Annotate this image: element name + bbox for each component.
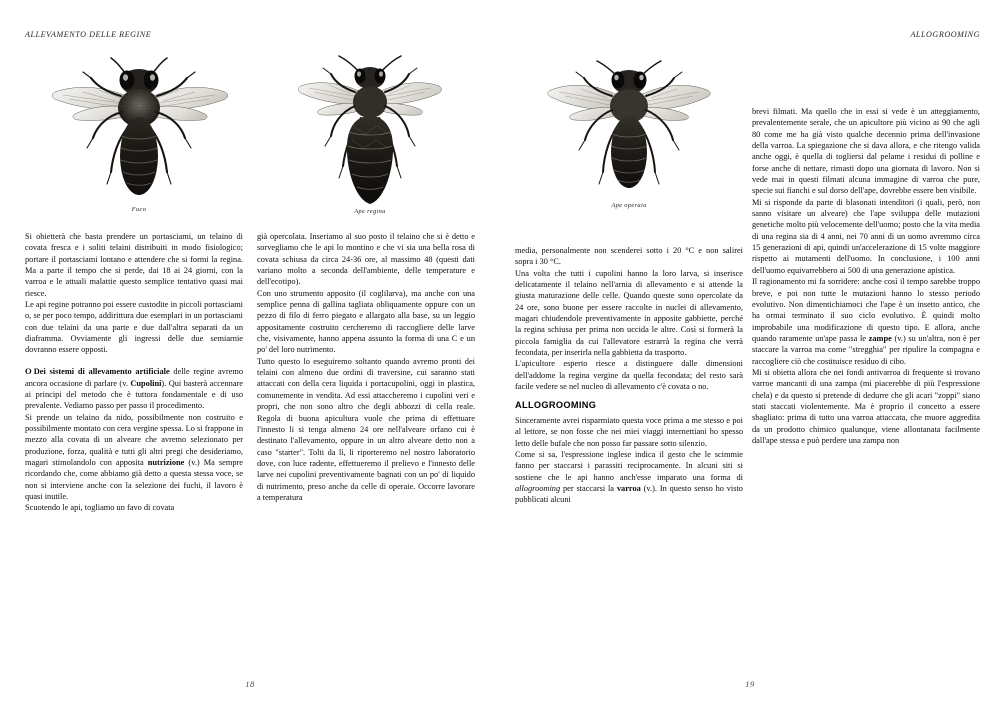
text-run: ). Qui basterà accennare ai principi del metodo che è tuttora fondamentale e di uso prevalente. Vediamo passo per passo il procedimento. bbox=[25, 378, 244, 411]
column-right-1-wrap bbox=[515, 245, 743, 506]
paragraph: L'apicultore esperto riesce a distinguere dalle dimensioni dell'addome la regina vergine da quella fecondata; del resto sarà facile vedere se nel nucleo di allevamento c'è covata o no. bbox=[515, 359, 743, 392]
paragraph: Tutto questo lo eseguiremo soltanto quando avremo pronti dei telaini con almeno due ordini di traversine, cui saranno stati attaccati con della cera liquida i portacupolini, oggi in plastica, comunemente in vendita. Ad essi attaccheremo i cupolini veri e propri, che non sono altro che degli abbozzi di cella reale. Regola di buona apicultura vuole che prima di effettuare l'innesto li si tenga almeno 24 ore nell'alveare orfano cui è destinato l'allevamento, oppure in un altro alveare detto non a caso "starter". Tolti da lì, li riporteremo nel nostro laboratorio dove, con luce radente, effettueremo il prelievo e l'innesto delle larve nei cupolini preventivamente bagnati con un po' di liquido di nutrimento, preso anche da celle di operaie. Occorre lavorare a temperatura bbox=[257, 356, 475, 502]
paragraph bbox=[25, 412, 243, 503]
paragraph: Scuotendo le api, togliamo un favo di covata bbox=[25, 503, 175, 513]
figure-drone bbox=[25, 56, 253, 213]
paragraph: già opercolata. Inseriamo al suo posto il telaino che si è detto e sorvegliamo che le api lo montino e che vi sia una bella rosa di covata schiusa da circa 24-36 ore, al massimo 48 (questi dati variano molto a seconda dell'ambiente, delle temperature e dell'ecotipo). bbox=[257, 232, 475, 287]
paragraph bbox=[752, 276, 980, 367]
paragraph: Mi si obietta allora che nei fondi antivarroa di frequente si trovano varroe mancanti di una zampa (mi piacerebbe di più l'espressione chela) e da questo si pretende di dedurre che gli acari "zoppi" siano stati staccati violentemente. Ma è proprio il concetto a essere sbagliato: prima di tutto una varroa attaccata, che muore aggredita da un prodotto chimico qualunque, viene allontanata facilmente dall'ape stessa e può perdere una zampa non bbox=[752, 367, 980, 445]
column-left-1 bbox=[25, 231, 243, 514]
bee-worker-illustration bbox=[515, 60, 743, 200]
paragraph: Una volta che tutti i cupolini hanno la loro larva, si inserisce delicatamente il telaino nell'arnia di allevamento e si attende la giusta maturazione delle celle. Quando queste sono opercolate da 24 ore, sono buone per essere raccolte in nuclei di allevamento, magari chiudendole preventivamente in apposite gabbiette, perché la regina schiusa per prima non uccida le altre. Così si formerà la piccola famiglia da cui l'allevatore estrarrà la regina che verrà fecondata, per inserirla nella gabbietta da trasporto. bbox=[515, 268, 743, 358]
bold-run: nutrizione bbox=[147, 458, 185, 468]
paragraph: Con uno strumento apposito (il coglilarva), ma anche con una semplice penna di gallina tagliata obliquamente oppure con un pezzo di filo di ferro piegato e allargato alla base, su un leggio appositamente costruito cercheremo di raccogliere delle larve che, visivamente, hanno appena assunto la forma di una C e un po' del loro nutrimento. bbox=[257, 288, 475, 355]
paragraph-bullet bbox=[25, 366, 243, 411]
column-right-2-wrap bbox=[752, 106, 980, 446]
paragraph: Sinceramente avrei risparmiato questa voce prima a me stesso e poi al lettore, se non fosse che nei miei viaggi internettiani ho spesso letto delle bufale che non posso far passare sotto silenzio. bbox=[515, 415, 743, 448]
figure-band-left bbox=[25, 56, 475, 231]
bold-run: Dei sistemi di allevamento artificiale bbox=[33, 367, 170, 377]
figure-caption-drone: Fuco bbox=[131, 206, 147, 213]
figure-caption-worker: Ape operaia bbox=[611, 202, 647, 209]
bold-run: Cupolini bbox=[130, 378, 162, 388]
paragraph: media, personalmente non scenderei sotto i 20 °C e non salirei sopra i 30 °C. bbox=[515, 246, 743, 267]
bee-drone-illustration bbox=[25, 56, 253, 204]
italic-run: allogrooming bbox=[515, 483, 561, 493]
paragraph: Si obietterà che basta prendere un portasciami, un telaino di covata fresca e i soliti telaini distribuiti in modo fisiologico; portare il portasciami lontano e attendere che si formi la regina. Ma a parte il tempo che si perde, dai 18 ai 24 giorni, con la varroa e le attuali malattie questo semplice tentativo quasi mai riesce. bbox=[25, 232, 243, 298]
section-heading-allogrooming: ALLOGROOMING bbox=[515, 400, 597, 411]
folio-right: 19 bbox=[745, 679, 755, 689]
bullet-icon: O bbox=[25, 366, 33, 377]
text-columns-left bbox=[25, 231, 475, 514]
text-run: (v.). In questo senso ho visto pubblicati alcuni bbox=[515, 483, 743, 505]
figure-band-right bbox=[515, 56, 743, 231]
figure-caption-queen: Ape regina bbox=[354, 208, 386, 215]
bold-run: varroa bbox=[616, 483, 641, 493]
text-run: Il ragionamento mi fa sorridere: anche così il tempo sarebbe troppo breve, e poi non tutte le mutazioni hanno lo stesso periodo evolutivo. Non dimentichiamoci che l'ape è un insetto antico, che ha ormai terminato il suo ciclo evolutivo. È quindi molto improbabile una modificazione di questo tipo. E allora, anche quando raramente un'ape passa le bbox=[752, 277, 980, 343]
paragraph: brevi filmati. Ma quello che in essi si vede è un atteggiamento, prevalentemente serale, che un apicultore più vicino ai 90 che agli 80 come me ha già visto qualche decennio prima dell'invasione della varroa. La spiegazione che si dava allora, e che ritengo valida anche oggi, è quella di togliersi dal pelame i residui di polline e forse anche di nettare, rimasti dopo una giornata di lavoro. Non si vede mai in questi filmati alcuna immagine di varroa che pure, specie sui fianchi e sul dorso dell'ape, dovrebbe essere ben visibile. bbox=[752, 107, 980, 196]
text-run: (v.) Ma sempre ricordando che, come abbiamo già detto a questa stessa voce, se non si interviene anche con la selezione dei fuchi, il lavoro è quasi inutile. bbox=[25, 458, 244, 502]
running-head-right: ALLOGROOMING bbox=[910, 30, 980, 39]
text-run: delle regine avremo ancora occasione di parlare (v. bbox=[25, 367, 243, 388]
paragraph bbox=[515, 449, 743, 506]
paragraph-gap bbox=[25, 356, 243, 367]
folio-left: 18 bbox=[245, 679, 255, 689]
column-left-2 bbox=[257, 231, 475, 514]
page-right bbox=[500, 0, 1000, 711]
paragraph: Mi si risponde da parte di blasonati intenditori (i quali, però, non sanno visitare un alveare) che l'ape sviluppa delle mutazioni genetiche molto più velocemente dell'uomo; posto che la vita media di una regina sia di 4 anni, nei 70 anni di un uomo avremmo circa 15 generazioni di api, quindi un'accelerazione di 15 volte maggiore rispetto ai mutamenti dell'uomo. In conclusione, i 100 anni dell'uomo equivarrebbero ai 500 di una generazione apistica. bbox=[752, 197, 980, 275]
figure-queen bbox=[265, 54, 475, 215]
column-right-2 bbox=[752, 106, 980, 446]
right-page-layout bbox=[515, 56, 980, 676]
figure-worker bbox=[515, 60, 743, 209]
paragraph: Le api regine potranno poi essere custodite in piccoli portasciami o, se per poco tempo, addirittura due esemplari in un portasciami con due telaini da una parte e due dall'altra separati da un diaframma. Ovviamente gli ingressi delle due semiarnie dovranno essere opposti. bbox=[25, 300, 243, 355]
column-right-1 bbox=[515, 245, 743, 506]
bee-queen-illustration bbox=[265, 54, 475, 206]
bold-run: zampe bbox=[868, 333, 892, 343]
running-head-left: ALLEVAMENTO DELLE REGINE bbox=[25, 30, 152, 39]
text-run: Come si sa, l'espressione inglese indica il gesto che le scimmie fanno per staccarsi i parassiti reciprocamente. In alcuni siti si sostiene che le api hanno anch'esse imparato una forma di bbox=[515, 449, 743, 482]
text-run: Si prende un telaino da nido, possibilmente non costruito e possibilmente montato con cera vergine spessa. Lo si frappone in mezzo alla covata di un alveare che avremo selezionato per produzione, forza, qualità e tutti gli altri pregi che desideriamo, magari stimolandolo con apposita bbox=[25, 412, 243, 468]
text-run: per staccarsi la bbox=[560, 483, 617, 493]
text-run: (v.) su un'altra, non è per staccare la varroa ma come "stregghia" per ripulire la compagna e raccogliere ciò che costituisce residuo di cibo. bbox=[752, 333, 980, 366]
